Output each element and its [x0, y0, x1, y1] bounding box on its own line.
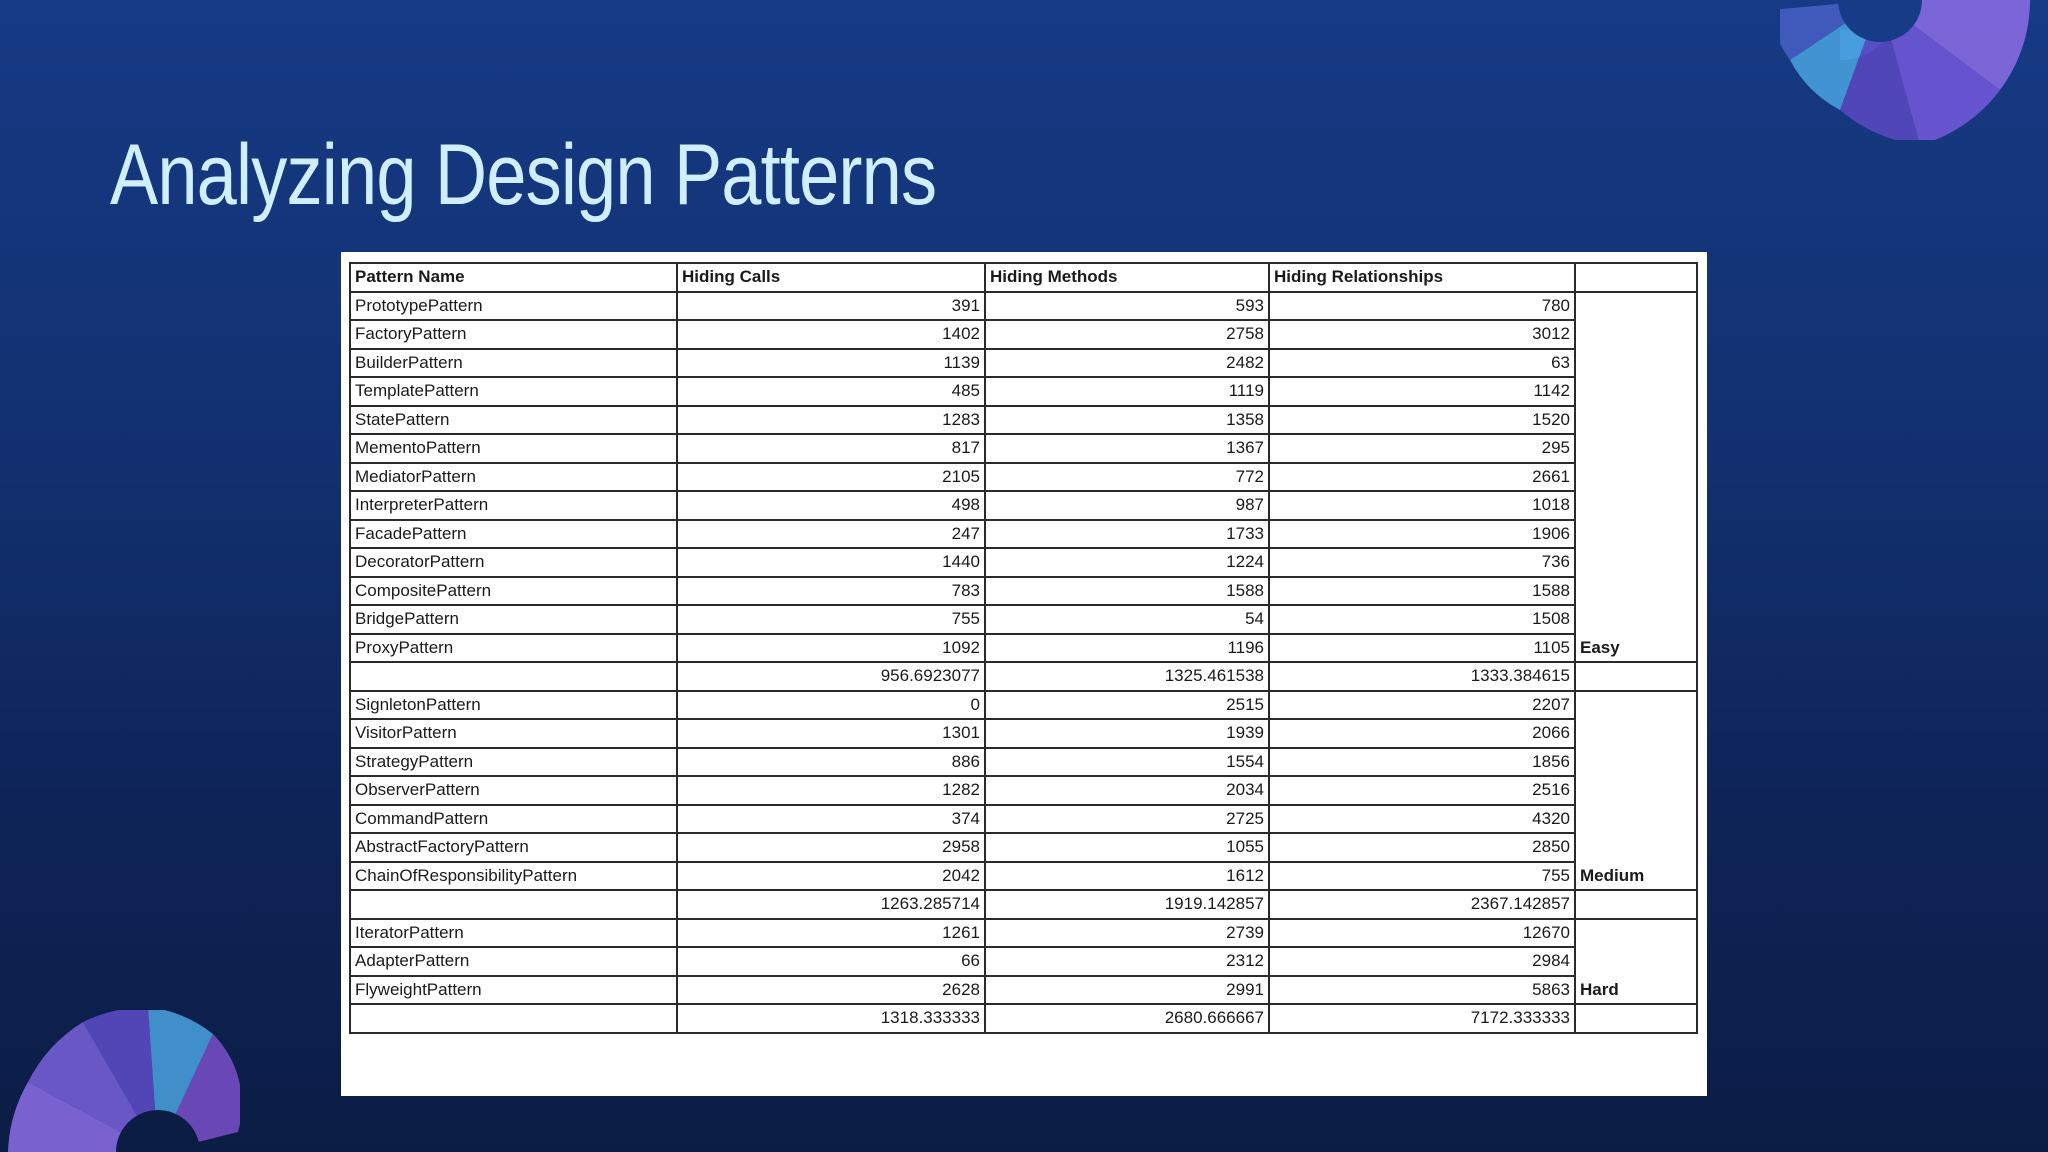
value-cell: 66	[677, 947, 985, 976]
average-row	[350, 662, 1697, 691]
table-row	[350, 577, 1697, 606]
value-cell: 1402	[677, 320, 985, 349]
value-cell: 5863	[1269, 976, 1575, 1005]
table-header-row	[350, 263, 1697, 292]
value-cell: 2034	[985, 776, 1269, 805]
difficulty-label-cell	[1575, 919, 1697, 1005]
table-row	[350, 377, 1697, 406]
value-cell: 3012	[1269, 320, 1575, 349]
value-cell: 1055	[985, 833, 1269, 862]
value-cell: 2312	[985, 947, 1269, 976]
table-row	[350, 805, 1697, 834]
table-row	[350, 548, 1697, 577]
value-cell: 295	[1269, 434, 1575, 463]
value-cell: 2482	[985, 349, 1269, 378]
slide-title: Analyzing Design Patterns	[110, 127, 937, 223]
table-row	[350, 463, 1697, 492]
value-cell: 987	[985, 491, 1269, 520]
value-cell: 1612	[985, 862, 1269, 891]
table-row	[350, 976, 1697, 1005]
column-header	[1575, 263, 1697, 292]
value-cell: 736	[1269, 548, 1575, 577]
pattern-name-cell: IteratorPattern	[350, 919, 677, 948]
pattern-name-cell: FactoryPattern	[350, 320, 677, 349]
value-cell: 1588	[985, 577, 1269, 606]
table-row	[350, 634, 1697, 663]
value-cell: 1733	[985, 520, 1269, 549]
table-row	[350, 691, 1697, 720]
value-cell: 1092	[677, 634, 985, 663]
average-row	[350, 890, 1697, 919]
value-cell: 1588	[1269, 577, 1575, 606]
value-cell: 1018	[1269, 491, 1575, 520]
value-cell: 2739	[985, 919, 1269, 948]
pattern-name-cell: MementoPattern	[350, 434, 677, 463]
difficulty-label-cell	[1575, 691, 1697, 891]
pattern-name-cell: ObserverPattern	[350, 776, 677, 805]
table-row	[350, 947, 1697, 976]
pattern-name-cell: TemplatePattern	[350, 377, 677, 406]
pattern-name-cell: StatePattern	[350, 406, 677, 435]
pattern-name-cell: MediatorPattern	[350, 463, 677, 492]
value-cell: 1196	[985, 634, 1269, 663]
value-cell: 2207	[1269, 691, 1575, 720]
value-cell: 1139	[677, 349, 985, 378]
value-cell: 772	[985, 463, 1269, 492]
difficulty-label-cell	[1575, 292, 1697, 663]
value-cell: 485	[677, 377, 985, 406]
value-cell: 2725	[985, 805, 1269, 834]
value-cell: 1261	[677, 919, 985, 948]
column-header: Pattern Name	[350, 263, 677, 292]
value-cell: 2661	[1269, 463, 1575, 492]
value-cell: 63	[1269, 349, 1575, 378]
table-row	[350, 434, 1697, 463]
table-row	[350, 748, 1697, 777]
value-cell: 2984	[1269, 947, 1575, 976]
column-header: Hiding Relationships	[1269, 263, 1575, 292]
value-cell: 4320	[1269, 805, 1575, 834]
value-cell: 755	[677, 605, 985, 634]
table-row	[350, 320, 1697, 349]
value-cell: 1440	[677, 548, 985, 577]
difficulty-label: Hard	[1580, 980, 1619, 999]
value-cell: 1520	[1269, 406, 1575, 435]
value-cell: 1105	[1269, 634, 1575, 663]
pattern-name-cell: StrategyPattern	[350, 748, 677, 777]
value-cell: 2516	[1269, 776, 1575, 805]
average-value-cell: 1318.333333	[677, 1004, 985, 1033]
pattern-name-cell: SignletonPattern	[350, 691, 677, 720]
table-row	[350, 292, 1697, 321]
average-value-cell: 956.6923077	[677, 662, 985, 691]
average-value-cell: 1333.384615	[1269, 662, 1575, 691]
value-cell: 391	[677, 292, 985, 321]
pattern-name-cell: ProxyPattern	[350, 634, 677, 663]
pattern-name-cell: ChainOfResponsibilityPattern	[350, 862, 677, 891]
pattern-name-cell: InterpreterPattern	[350, 491, 677, 520]
table-row	[350, 776, 1697, 805]
value-cell: 886	[677, 748, 985, 777]
pattern-name-cell: BuilderPattern	[350, 349, 677, 378]
empty-cell	[350, 890, 677, 919]
value-cell: 1301	[677, 719, 985, 748]
table-row	[350, 349, 1697, 378]
table-row	[350, 919, 1697, 948]
value-cell: 755	[1269, 862, 1575, 891]
pattern-name-cell: CompositePattern	[350, 577, 677, 606]
value-cell: 2850	[1269, 833, 1575, 862]
value-cell: 817	[677, 434, 985, 463]
value-cell: 1142	[1269, 377, 1575, 406]
value-cell: 2628	[677, 976, 985, 1005]
table-row	[350, 833, 1697, 862]
value-cell: 0	[677, 691, 985, 720]
value-cell: 1856	[1269, 748, 1575, 777]
value-cell: 1906	[1269, 520, 1575, 549]
pattern-name-cell: AdapterPattern	[350, 947, 677, 976]
value-cell: 2042	[677, 862, 985, 891]
empty-cell	[1575, 890, 1697, 919]
pattern-name-cell: BridgePattern	[350, 605, 677, 634]
empty-cell	[350, 1004, 677, 1033]
table-row	[350, 406, 1697, 435]
average-value-cell: 1919.142857	[985, 890, 1269, 919]
pattern-name-cell: PrototypePattern	[350, 292, 677, 321]
empty-cell	[1575, 662, 1697, 691]
decorative-fan-top-right	[1780, 0, 2048, 140]
difficulty-label: Easy	[1580, 638, 1620, 657]
table-row	[350, 605, 1697, 634]
table-row	[350, 491, 1697, 520]
value-cell: 2066	[1269, 719, 1575, 748]
value-cell: 12670	[1269, 919, 1575, 948]
value-cell: 1939	[985, 719, 1269, 748]
pattern-name-cell: CommandPattern	[350, 805, 677, 834]
value-cell: 2758	[985, 320, 1269, 349]
average-value-cell: 2367.142857	[1269, 890, 1575, 919]
value-cell: 783	[677, 577, 985, 606]
design-patterns-table	[349, 262, 1698, 1034]
column-header: Hiding Methods	[985, 263, 1269, 292]
value-cell: 247	[677, 520, 985, 549]
pattern-name-cell: FlyweightPattern	[350, 976, 677, 1005]
value-cell: 2515	[985, 691, 1269, 720]
value-cell: 1119	[985, 377, 1269, 406]
value-cell: 1282	[677, 776, 985, 805]
value-cell: 1508	[1269, 605, 1575, 634]
average-value-cell: 1325.461538	[985, 662, 1269, 691]
average-value-cell: 7172.333333	[1269, 1004, 1575, 1033]
spreadsheet-table-image	[341, 252, 1707, 1096]
column-header: Hiding Calls	[677, 263, 985, 292]
value-cell: 2105	[677, 463, 985, 492]
value-cell: 498	[677, 491, 985, 520]
value-cell: 593	[985, 292, 1269, 321]
pattern-name-cell: FacadePattern	[350, 520, 677, 549]
pattern-name-cell: DecoratorPattern	[350, 548, 677, 577]
value-cell: 1358	[985, 406, 1269, 435]
empty-cell	[1575, 1004, 1697, 1033]
pattern-name-cell: VisitorPattern	[350, 719, 677, 748]
table-row	[350, 862, 1697, 891]
average-row	[350, 1004, 1697, 1033]
value-cell: 1224	[985, 548, 1269, 577]
value-cell: 780	[1269, 292, 1575, 321]
value-cell: 2958	[677, 833, 985, 862]
value-cell: 54	[985, 605, 1269, 634]
table-row	[350, 520, 1697, 549]
pattern-name-cell: AbstractFactoryPattern	[350, 833, 677, 862]
difficulty-label: Medium	[1580, 866, 1645, 885]
decorative-fan-bottom-left	[0, 1010, 240, 1152]
value-cell: 1554	[985, 748, 1269, 777]
average-value-cell: 2680.666667	[985, 1004, 1269, 1033]
empty-cell	[350, 662, 677, 691]
value-cell: 2991	[985, 976, 1269, 1005]
average-value-cell: 1263.285714	[677, 890, 985, 919]
value-cell: 374	[677, 805, 985, 834]
table-row	[350, 719, 1697, 748]
value-cell: 1283	[677, 406, 985, 435]
value-cell: 1367	[985, 434, 1269, 463]
